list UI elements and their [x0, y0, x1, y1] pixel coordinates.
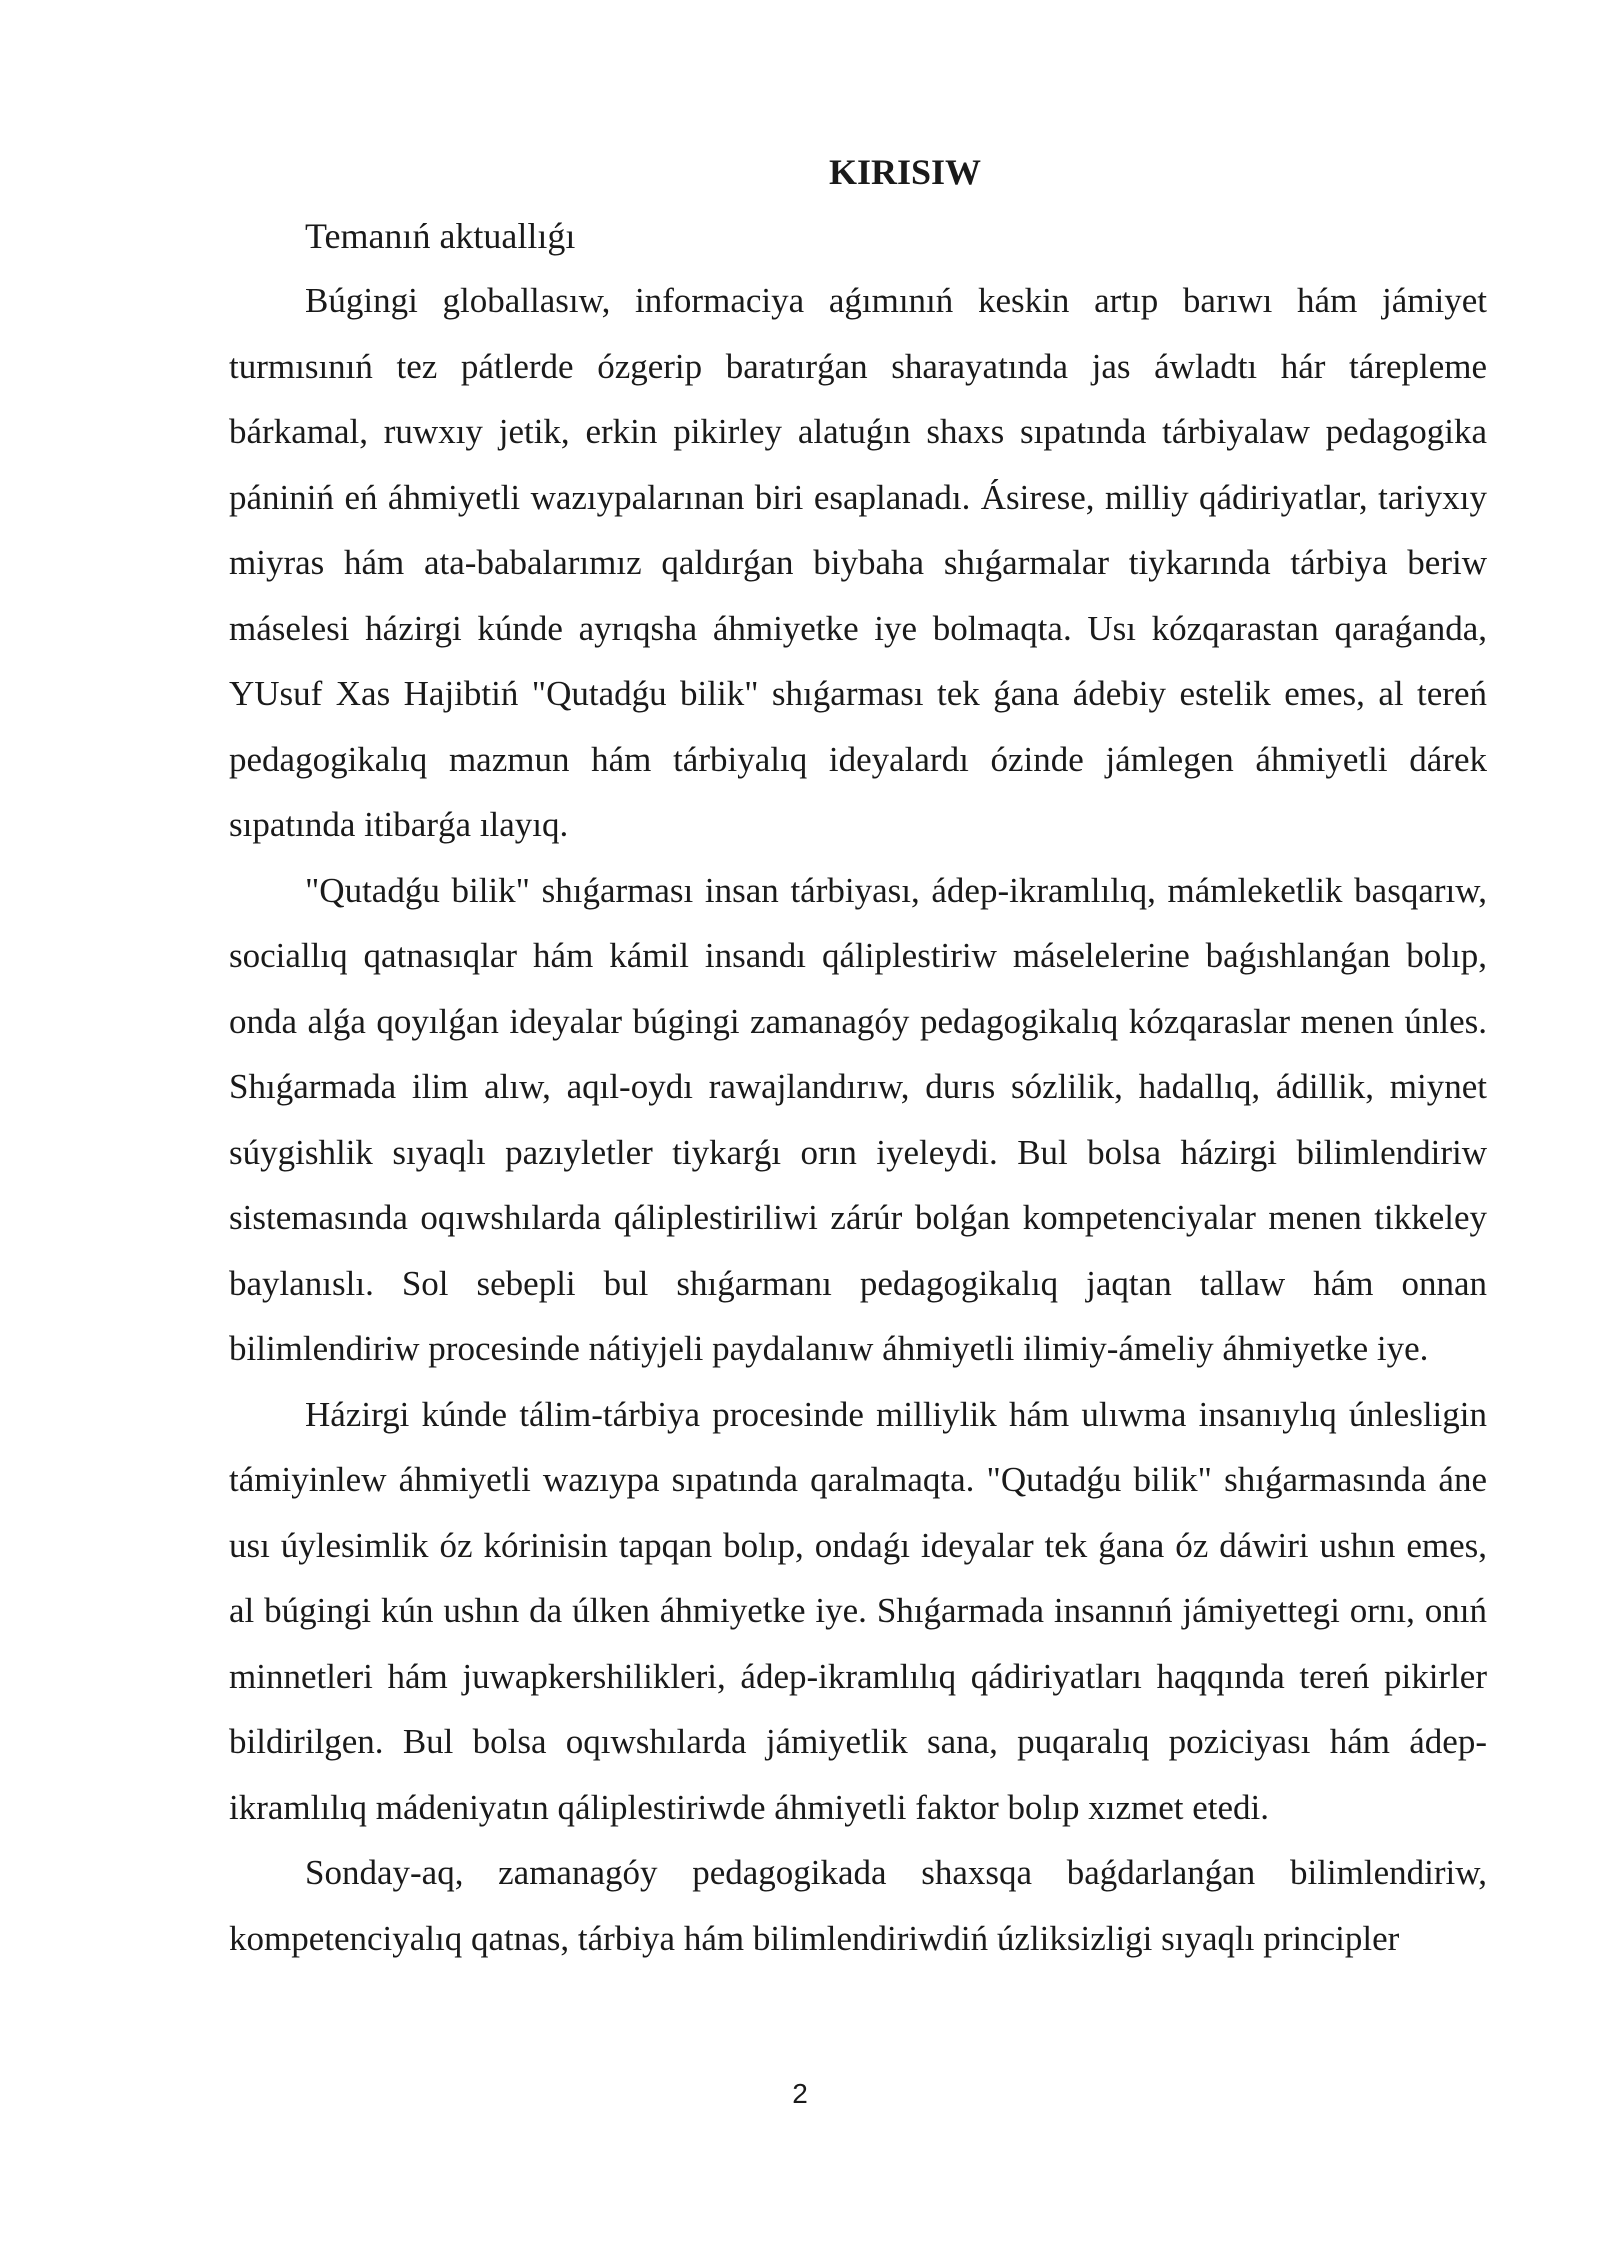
paragraph-2: "Qutadǵu bilik" shıǵarması insan tárbiyası, ádep-ikramlılıq, mámleketlik basqarıw, sociallıq qatnasıqlar hám kámil insandı qáliplestiriw máselelerine baǵıshlanǵan bolıp, onda alǵa qoyılǵan ideyalar búgingi zamanagóy pedagogikalıq kózqaraslar menen únles. Shıǵarmada ilim alıw, aqıl-oydı rawajlandırıw, durıs sózlilik, hadallıq, ádillik, miynet súygishlik sıyaqlı pazıyletler tiykarǵı orın iyeleydi. Bul bolsa házirgi bilimlendiriw sistemasında oqıwshılarda qáliplestiriliwi zárúr bolǵan kompetenciyalar menen tikkeley baylanıslı. Sol sebepli bul shıǵarmanı pedagogikalıq jaqtan tallaw hám onnan bilimlendiriw procesinde nátiyjeli paydalanıw áhmiyetli ilimiy-ámeliy áhmiyetke iye. [229, 870, 1487, 1368]
paragraph-3: Házirgi kúnde tálim-tárbiya procesinde milliylik hám ulıwma insanıylıq únlesligin támiyinlew áhmiyetli wazıypa sıpatında qaralmaqta. "Qutadǵu bilik" shıǵarmasında áne usı úylesimlik óz kórinisin tapqan bolıp, ondaǵı ideyalar tek ǵana óz dáwiri ushın emes, al búgingi kún ushın da úlken áhmiyetke iye. Shıǵarmada insannıń jámiyettegi ornı, onıń minnetleri hám juwapkershilikleri, ádep-ikramlılıq qádiriyatları haqqında tereń pikirler bildirilgen. Bul bolsa oqıwshılarda jámiyetlik sana, puqaralıq poziciyası hám ádep-ikramlılıq mádeniyatın qáliplestiriwde áhmiyetli faktor bolıp xızmet etedi. [229, 1394, 1487, 1827]
section-heading: KIRISIW [828, 152, 982, 192]
paragraph-1: Búgingi globallasıw, informaciya aǵımınıń keskin artıp barıwı hám jámiyet turmısınıń tez pátlerde ózgerip baratırǵan sharayatında jas áwladtı hár tárepleme bárkamal, ruwxıy jetik, erkin pikirley alatuǵın shaxs sıpatında tárbiyalaw pedagogika pániniń eń áhmiyetli wazıypalarınan biri esaplanadı. Ásirese, milliy qádiriyatlar, tariyxıy miyras hám ata-babalarımız qaldırǵan biybaha shıǵarmalar tiykarında tárbiya beriw máselesi házirgi kúnde ayrıqsha áhmiyetke iye bolmaqta. Usı kózqarastan qaraǵanda, YUsuf Xas Hajibtiń "Qutadǵu bilik" shıǵarması tek ǵana ádebiy estelik emes, al tereń pedagogikalıq mazmun hám tárbiyalıq ideyalardı ózinde jámlegen áhmiyetli dárek sıpatında itibarǵa ılayıq. [229, 281, 1487, 844]
document-page [229, 140, 1487, 1971]
section-subheading: Temanıń aktuallıǵı [305, 216, 576, 256]
paragraph-4: Sonday-aq, zamanagóy pedagogikada shaxsqa baǵdarlanǵan bilimlendiriw, kompetenciyalıq qatnas, tárbiya hám bilimlendiriwdiń úzliksizligi sıyaqlı principler [229, 1853, 1487, 1958]
page-number: 2 [792, 2078, 808, 2109]
